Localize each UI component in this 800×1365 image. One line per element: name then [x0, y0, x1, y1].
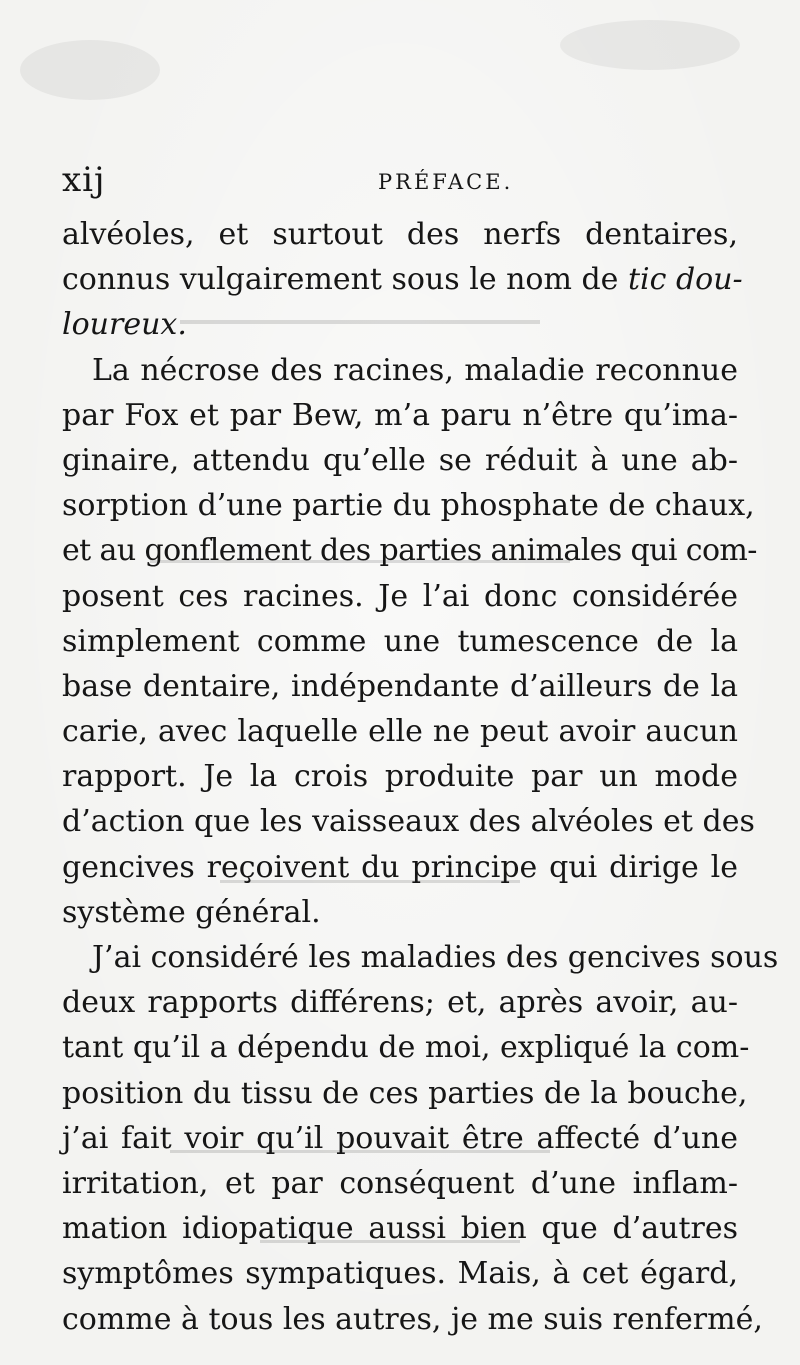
text-line: base dentaire, indépendante d’ailleurs de la — [62, 668, 738, 704]
text-line: j’ai fait voir qu’il pouvait être affecté d’une — [62, 1120, 738, 1156]
text-line: mation idiopatique aussi bien que d’autres — [62, 1211, 738, 1247]
text-line: La nécrose des racines, maladie reconnue — [92, 352, 738, 388]
text-line: loureux. — [62, 307, 187, 343]
text-line: comme à tous les autres, je me suis renfermé, — [62, 1301, 763, 1337]
text-line: symptômes sympatiques. Mais, à cet égard, — [62, 1256, 738, 1292]
text-line: position du tissu de ces parties de la bouche, — [62, 1075, 748, 1111]
text-line: ginaire, attendu qu’elle se réduit à une ab- — [62, 442, 738, 478]
text-line: J’ai considéré les maladies des gencives sous — [92, 940, 779, 975]
text-line: posent ces racines. Je l’ai donc considérée — [62, 578, 738, 614]
text-line: par Fox et par Bew, m’a paru n’être qu’ima- — [62, 397, 738, 433]
text-line: alvéoles, et surtout des nerfs dentaires, — [62, 217, 738, 252]
page-number: xij — [62, 160, 106, 200]
text-line: gencives reçoivent du principe qui dirige le — [62, 849, 738, 885]
text-line: et au gonflement des parties animales qui com- — [62, 533, 757, 569]
text-line: carie, avec laquelle elle ne peut avoir aucun — [62, 714, 738, 750]
italic-term: tic dou- — [627, 262, 743, 298]
text-line: connus vulgairement sous le nom de tic dou- — [62, 262, 743, 298]
page-header — [62, 160, 738, 200]
running-head: PRÉFACE. — [378, 170, 514, 194]
text-line: système général. — [62, 894, 321, 930]
body-text — [62, 212, 779, 1342]
paper-stain — [20, 40, 160, 100]
paper-stain — [560, 20, 740, 70]
text-line: sorption d’une partie du phosphate de chaux, — [62, 488, 755, 524]
text-line: simplement comme une tumescence de la — [62, 623, 738, 659]
text-line: rapport. Je la crois produite par un mode — [62, 759, 738, 795]
text-line: deux rapports différens; et, après avoir, au- — [62, 985, 738, 1021]
text-line: irritation, et par conséquent d’une inflam- — [62, 1165, 738, 1201]
text-line: tant qu’il a dépendu de moi, expliqué la com- — [62, 1030, 750, 1066]
text-line: d’action que les vaisseaux des alvéoles et des — [62, 804, 755, 840]
